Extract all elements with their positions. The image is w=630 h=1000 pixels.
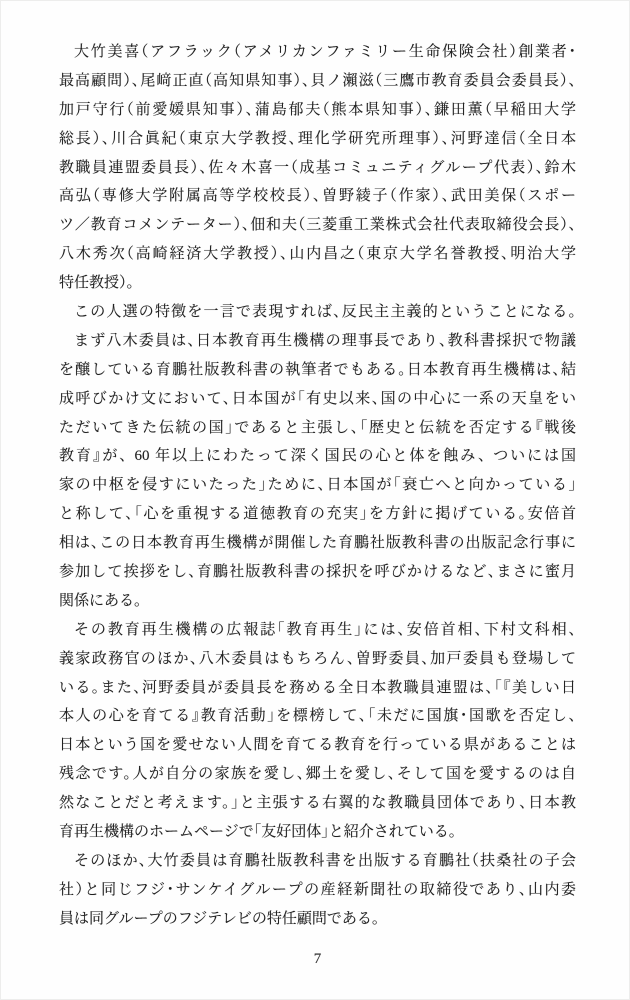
paragraph xyxy=(59,298,576,327)
text-line: 教職員連盟委員長）、佐々木喜一（成基コミュニティグループ代表）、鈴木 xyxy=(59,159,576,176)
text-line: 加戸守行（前愛媛県知事）、蒲島郁夫（熊本県知事）、鎌田薫（早稲田大学 xyxy=(59,101,576,118)
text-line: 社）と同じフジ・サンケイグループの産経新聞社の取締役であり、山内委 xyxy=(59,881,576,898)
paragraph xyxy=(59,847,576,934)
text-line: 関係にある。 xyxy=(59,592,142,609)
text-line: 残念です。人が自分の家族を愛し、郷土を愛し、そして国を愛するのは自 xyxy=(59,766,576,783)
text-line: 高弘（専修大学附属高等学校校長）、曽野綾子（作家）、武田美保（スポー xyxy=(59,188,576,205)
text-line: 然なことだと考えます。」と主張する右翼的な教職員団体であり、日本教 xyxy=(59,795,576,812)
text-line: ただいてきた伝統の国」であると主張し、「歴史と伝統を否定する『戦後 xyxy=(59,419,576,436)
paragraph xyxy=(59,616,576,847)
text-line: 成呼びかけ文において、日本国が「有史以来、国の中心に一系の天皇をい xyxy=(59,390,576,407)
text-line: 相は、この日本教育再生機構が開催した育鵬社版教科書の出版記念行事に xyxy=(59,535,576,552)
text-line: 員は同グループのフジテレビの特任顧問である。 xyxy=(59,910,380,927)
text-line: 教育』が、 60 年以上にわたって深く国民の心と体を蝕み、 ついには国 xyxy=(59,448,576,465)
text-line: 八木秀次（高崎経済大学教授）、山内昌之（東京大学名誉教授、明治大学 xyxy=(59,246,576,263)
text-line: と称して、「心を重視する道徳教育の充実」を方針に掲げている。安倍首 xyxy=(59,506,576,523)
text-line: 日本という国を愛せない人間を育てる教育を行っている県があることは xyxy=(59,737,576,754)
text-line: 本人の心を育てる』教育活動」を標榜して、「未だに国旗・国歌を否定し、 xyxy=(59,708,576,725)
text-line: まず八木委員は、日本教育再生機構の理事長であり、教科書採択で物議 xyxy=(74,332,576,349)
text-line: 育再生機構のホームページで「友好団体」と紹介されている。 xyxy=(59,824,457,841)
text-line: 義家政務官のほか、八木委員はもちろん、曽野委員、加戸委員も登場して xyxy=(59,650,576,667)
text-line: を醸している育鵬社版教科書の執筆者でもある。日本教育再生機構は、結 xyxy=(59,361,576,378)
paragraph xyxy=(59,38,576,298)
body-text xyxy=(59,38,576,934)
text-line: 大竹美喜（アフラック（アメリカンファミリー生命保険会社）創業者・ xyxy=(74,44,576,60)
text-line: 参加して挨拶をし、育鵬社版教科書の採択を呼びかけるなど、まさに蜜月 xyxy=(59,564,576,581)
text-line: いる。また、河野委員が委員長を務める全日本教職員連盟は、「『美しい日 xyxy=(59,679,576,696)
text-line: 特任教授）。 xyxy=(59,275,135,292)
text-line: 家の中枢を侵すにいたった」ために、日本国が「衰亡へと向かっている」 xyxy=(59,477,576,494)
text-line: 最高顧問）、尾﨑正直（高知県知事）、貝ノ瀨滋（三鷹市教育委員会委員長）、 xyxy=(59,72,576,89)
text-line: その教育再生機構の広報誌「教育再生」には、安倍首相、下村文科相、 xyxy=(74,621,576,638)
text-line: この人選の特徴を一言で表現すれば、反民主主義的ということになる。 xyxy=(74,304,576,321)
text-line: 総長）、川合眞紀（東京大学教授、理化学研究所理事）、河野達信（全日本 xyxy=(59,130,576,147)
text-line: そのほか、大竹委員は育鵬社版教科書を出版する育鵬社（扶桑社の子会 xyxy=(74,852,576,869)
page-number: 7 xyxy=(313,950,322,967)
text-line: ツ／教育コメンテーター）、佃和夫（三菱重工業株式会社代表取締役会長）、 xyxy=(59,217,576,234)
paragraph xyxy=(59,327,576,616)
